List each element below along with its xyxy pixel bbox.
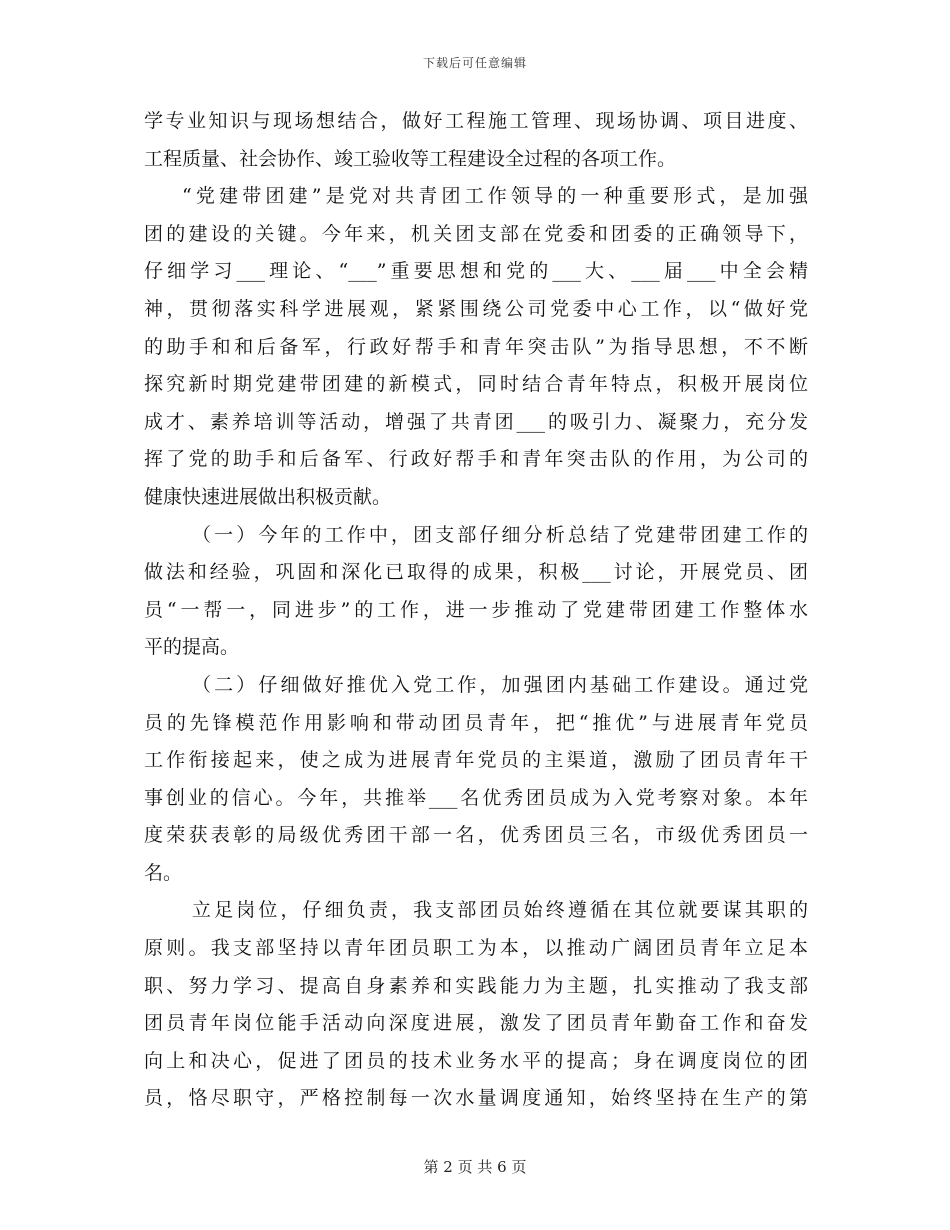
text-line: 员，恪尽职守，严格控制每一次水量调度通知，始终坚持在生产的第 xyxy=(144,1087,808,1110)
text-line: “党建带团建”是党对共青团工作领导的一种重要形式，是加强 xyxy=(182,185,808,208)
text-line: 工作衔接起来，使之成为进展青年党员的主渠道，激励了团员青年干 xyxy=(144,749,808,772)
text-line: 挥了党的助手和后备军、行政好帮手和青年突击队的作用，为公司的 xyxy=(144,448,808,471)
page-number-footer: 第 2 页 共 6 页 xyxy=(423,1158,527,1176)
text-line: 成才、素养培训等活动，增强了共青团___的吸引力、凝聚力，充分发 xyxy=(144,410,808,433)
document-body xyxy=(144,103,808,1118)
paragraph xyxy=(144,667,808,893)
text-line: 事创业的信心。今年，共推举___名优秀团员成为入党考察对象。本年 xyxy=(144,786,808,809)
text-line: 做法和经验，巩固和深化已取得的成果，积极___讨论，开展党员、团 xyxy=(144,561,808,584)
text-line: 学专业知识与现场想结合，做好工程施工管理、现场协调、项目进度、 xyxy=(144,110,808,132)
text-line: 立足岗位，仔细负责，我支部团员始终遵循在其位就要谋其职的 xyxy=(192,899,808,922)
text-line: 平的提高。 xyxy=(144,636,240,659)
paragraph xyxy=(144,103,808,178)
text-line: 职、努力学习、提高自身素养和实践能力为主题，扎实推动了我支部 xyxy=(144,974,808,997)
text-line: 员的先锋模范作用影响和带动团员青年，把“推优”与进展青年党员 xyxy=(144,711,808,734)
text-line: 名。 xyxy=(144,861,183,884)
text-line: 健康快速进展做出积极贡献。 xyxy=(144,485,392,508)
paragraph xyxy=(144,517,808,667)
text-line: 神，贯彻落实科学进展观，紧紧围绕公司党委中心工作，以“做好党 xyxy=(144,297,808,320)
text-line: 员“一帮一，同进步”的工作，进一步推动了党建带团建工作整体水 xyxy=(144,598,808,621)
text-line: 工程质量、社会协作、竣工验收等工程建设全过程的各项工作。 xyxy=(144,147,677,170)
text-line: 仔细学习___理论、“___”重要思想和党的___大、___届___中全会精 xyxy=(144,260,808,283)
paragraph xyxy=(144,178,808,516)
page-header: 下载后可任意编辑 xyxy=(422,56,527,70)
text-line: 探究新时期党建带团建的新模式，同时结合青年特点，积极开展岗位 xyxy=(144,373,808,396)
text-line: 团的建设的关键。今年来，机关团支部在党委和团委的正确领导下， xyxy=(144,222,808,245)
text-line: （一）今年的工作中，团支部仔细分析总结了党建带团建工作的 xyxy=(192,523,808,546)
text-line: 向上和决心，促进了团员的技术业务水平的提高；身在调度岗位的团 xyxy=(144,1049,808,1072)
text-line: （二）仔细做好推优入党工作，加强团内基础工作建设。通过党 xyxy=(192,673,808,696)
text-line: 团员青年岗位能手活动向深度进展，激发了团员青年勤奋工作和奋发 xyxy=(144,1012,808,1035)
text-line: 的助手和和后备军，行政好帮手和青年突击队”为指导思想，不不断 xyxy=(144,335,808,358)
paragraph xyxy=(144,892,808,1118)
text-line: 原则。我支部坚持以青年团员职工为本，以推动广阔团员青年立足本 xyxy=(144,937,808,960)
text-line: 度荣获表彰的局级优秀团干部一名，优秀团员三名，市级优秀团员一 xyxy=(144,824,808,847)
